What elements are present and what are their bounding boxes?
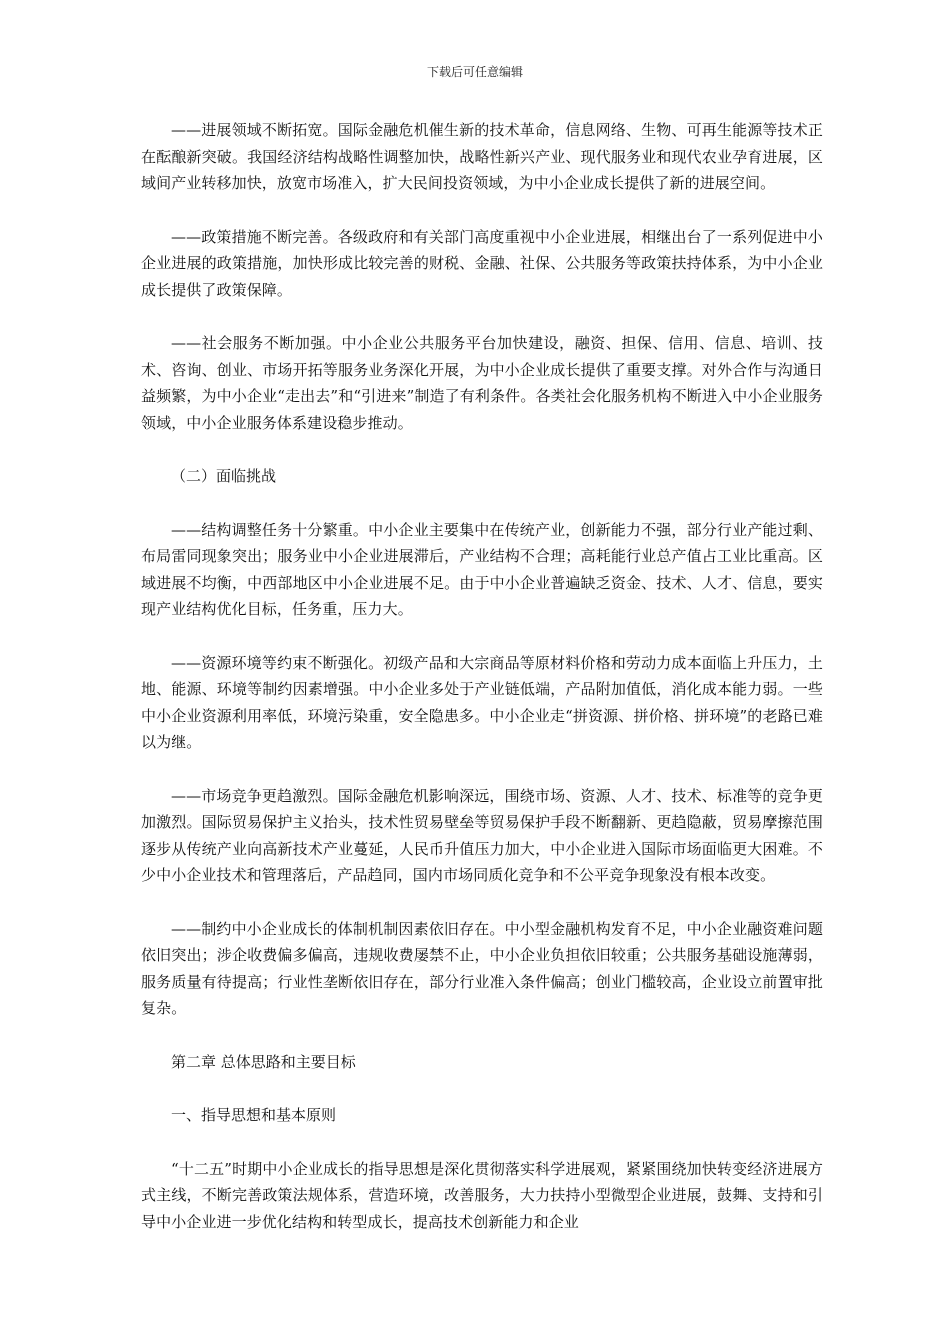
document-body <box>141 117 823 1262</box>
paragraph-resource-constraints: ——资源环境等约束不断强化。初级产品和大宗商品等原材料价格和劳动力成本面临上升压力，土地、能源、环境等制约因素增强。中小企业多处于产业链低端，产品附加值低，消化成本能力弱。一些中小企业资源利用率低，环境污染重，安全隐患多。中小企业走“拼资源、拼价格、拼环境”的老路已难以为继。 <box>141 653 823 751</box>
section-heading-challenges: （二）面临挑战 <box>171 467 277 485</box>
paragraph-social-services: ——社会服务不断加强。中小企业公共服务平台加快建设，融资、担保、信用、信息、培训、技术、咨询、创业、市场开拓等服务业务深化开展，为中小企业成长提供了重要支撑。对外合作与沟通日益频繁，为中小企业“走出去”和“引进来”制造了有利条件。各类社会化服务机构不断进入中小企业服务领域，中小企业服务体系建设稳步推动。 <box>141 334 823 432</box>
chapter-heading: 第二章 总体思路和主要目标 <box>171 1052 356 1071</box>
paragraph-structural-adjustment: ——结构调整任务十分繁重。中小企业主要集中在传统产业，创新能力不强，部分行业产能过剩、布局雷同现象突出；服务业中小企业进展滞后，产业结构不合理；高耗能行业总产值占工业比重高。区域进展不均衡，中西部地区中小企业进展不足。由于中小企业普遍缺乏资金、技术、人才、信息，要实现产业结构优化目标，任务重，压力大。 <box>141 520 823 618</box>
section-heading-guiding-principles: 一、指导思想和基本原则 <box>171 1106 337 1124</box>
paragraph-policy-measures: ——政策措施不断完善。各级政府和有关部门高度重视中小企业进展，相继出台了一系列促进中小企业进展的政策措施，加快形成比较完善的财税、金融、社保、公共服务等政策扶持体系，为中小企业成长提供了政策保障。 <box>141 227 823 299</box>
page-header-note: 下载后可任意编辑 <box>426 65 523 79</box>
paragraph-expansion-fields: ——进展领域不断拓宽。国际金融危机催生新的技术革命，信息网络、生物、可再生能源等技术正在酝酿新突破。我国经济结构战略性调整加快，战略性新兴产业、现代服务业和现代农业孕育进展，区域间产业转移加快，放宽市场准入，扩大民间投资领域，为中小企业成长提供了新的进展空间。 <box>141 121 823 192</box>
paragraph-guiding-thought: “十二五”时期中小企业成长的指导思想是深化贯彻落实科学进展观，紧紧围绕加快转变经济进展方式主线，不断完善政策法规体系，营造环境，改善服务，大力扶持小型微型企业进展，鼓舞、支持和引导中小企业进一步优化结构和转型成长，提高技术创新能力和企业 <box>141 1159 823 1231</box>
paragraph-market-competition: ——市场竞争更趋激烈。国际金融危机影响深远，围绕市场、资源、人才、技术、标准等的竞争更加激烈。国际贸易保护主义抬头，技术性贸易壁垒等贸易保护手段不断翻新、更趋隐蔽，贸易摩擦范围逐步从传统产业向高新技术产业蔓延，人民币升值压力加大，中小企业进入国际市场面临更大困难。不少中小企业技术和管理落后，产品趋同，国内市场同质化竞争和不公平竞争现象没有根本改变。 <box>141 786 823 884</box>
paragraph-institutional-factors: ——制约中小企业成长的体制机制因素依旧存在。中小型金融机构发育不足，中小企业融资难问题依旧突出；涉企收费偏多偏高，违规收费屡禁不止，中小企业负担依旧较重；公共服务基础设施薄弱，服务质量有待提高；行业性垄断依旧存在，部分行业准入条件偏高；创业门槛较高，企业设立前置审批复杂。 <box>141 919 823 1017</box>
